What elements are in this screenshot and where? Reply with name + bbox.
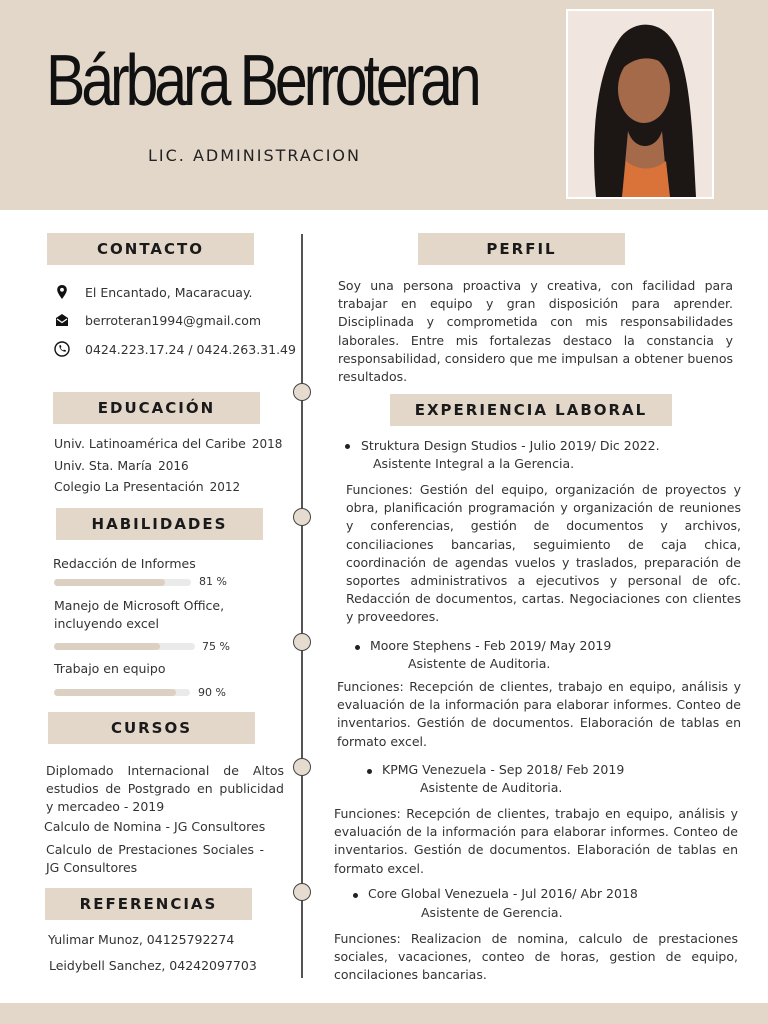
referencias-heading: REFERENCIAS bbox=[45, 888, 252, 920]
skill-label: Redacción de Informes bbox=[53, 556, 196, 571]
habilidades-heading: HABILIDADES bbox=[56, 508, 263, 540]
reference-item: Yulimar Munoz, 04125792274 bbox=[48, 932, 235, 947]
footer-band bbox=[0, 1003, 768, 1024]
experiencia-heading: EXPERIENCIA LABORAL bbox=[390, 394, 672, 426]
envelope-icon bbox=[54, 312, 70, 328]
job-company: KPMG Venezuela - Sep 2018/ Feb 2019 bbox=[382, 762, 625, 777]
profile-photo bbox=[566, 9, 714, 199]
skill-percent: 81 % bbox=[199, 575, 227, 588]
phone-icon bbox=[54, 341, 70, 357]
skill-bar-fill bbox=[54, 643, 160, 650]
course-item: Calculo de Nomina - JG Consultores bbox=[44, 819, 266, 834]
timeline-line bbox=[301, 234, 303, 978]
skill-label: Trabajo en equipo bbox=[54, 661, 166, 676]
education-item bbox=[54, 478, 240, 496]
contact-phone bbox=[54, 340, 296, 358]
perfil-text: Soy una persona proactiva y creativa, con facilidad para trabajar en equipo y gran disposición para aprender. Disciplinada y comprometida con mis responsabilidades laborales. Entre mis fortalezas destaco la constancia y responsabilidad, considero que me impulsan a obtener buenos resultados. bbox=[338, 278, 733, 385]
educacion-heading: EDUCACIÓN bbox=[53, 392, 260, 424]
job-company: Core Global Venezuela - Jul 2016/ Abr 2018 bbox=[368, 886, 638, 901]
education-year: 2018 bbox=[251, 437, 283, 451]
skill-bar bbox=[54, 579, 191, 586]
bullet bbox=[355, 645, 360, 650]
education-item bbox=[54, 457, 189, 475]
contact-phone-text: 0424.223.17.24 / 0424.263.31.49 bbox=[85, 341, 296, 357]
reference-item: Leidybell Sanchez, 04242097703 bbox=[49, 958, 257, 973]
location-pin-icon bbox=[54, 284, 70, 300]
job-role: Asistente de Auditoria. bbox=[420, 780, 563, 795]
job-role: Asistente de Gerencia. bbox=[421, 905, 563, 920]
skill-label: Manejo de Microsoft Office, bbox=[54, 598, 225, 613]
candidate-name: Bárbara Berroteran bbox=[46, 41, 478, 121]
cursos-heading: CURSOS bbox=[48, 712, 255, 744]
contact-email bbox=[54, 311, 261, 329]
job-functions: Funciones: Recepción de clientes, trabajo en equipo, análisis y evaluación de la información para elaborar informes. Conteo de inventarios. Gestión de documentos. Elaboración de tablas en formato excel. bbox=[337, 679, 741, 749]
job-role: Asistente de Auditoria. bbox=[408, 656, 551, 671]
contact-address-text: El Encantado, Macaracuay. bbox=[85, 284, 253, 300]
perfil-heading: PERFIL bbox=[418, 233, 625, 265]
timeline-dot bbox=[293, 508, 311, 526]
skill-bar bbox=[54, 689, 190, 696]
bullet bbox=[345, 444, 350, 449]
timeline-dot bbox=[293, 758, 311, 776]
course-item: Calculo de Prestaciones Sociales - JG Consultores bbox=[46, 842, 264, 876]
contacto-heading: CONTACTO bbox=[47, 233, 254, 265]
skill-bar-fill bbox=[54, 579, 165, 586]
timeline-dot bbox=[293, 883, 311, 901]
skill-label: incluyendo excel bbox=[54, 616, 159, 631]
education-school: Univ. Latinoamérica del Caribe bbox=[54, 436, 246, 451]
job-company: Moore Stephens - Feb 2019/ May 2019 bbox=[370, 638, 612, 653]
candidate-title: LIC. ADMINISTRACION bbox=[148, 146, 361, 165]
skill-percent: 75 % bbox=[202, 640, 230, 653]
contact-address bbox=[54, 283, 253, 301]
timeline-dot bbox=[293, 633, 311, 651]
skill-bar-fill bbox=[54, 689, 176, 696]
bullet bbox=[353, 893, 358, 898]
timeline-dot bbox=[293, 383, 311, 401]
bullet bbox=[367, 769, 372, 774]
job-role: Asistente Integral a la Gerencia. bbox=[373, 456, 575, 471]
education-year: 2012 bbox=[209, 480, 241, 494]
education-item bbox=[54, 435, 282, 453]
job-functions: Funciones: Recepción de clientes, trabajo en equipo, análisis y evaluación de la información para elaborar informes. Conteo de inventarios. Gestión de documentos. Elaboración de tablas en formato excel. bbox=[334, 806, 738, 876]
education-school: Univ. Sta. María bbox=[54, 458, 153, 473]
job-functions: Funciones: Realizacion de nomina, calculo de prestaciones sociales, vacaciones, conteo de horas, gestion de equipo, concilaciones bancarias. bbox=[334, 931, 738, 983]
job-company: Struktura Design Studios - Julio 2019/ Dic 2022. bbox=[361, 438, 660, 453]
contact-email-text[interactable]: berroteran1994@gmail.com bbox=[85, 312, 262, 328]
skill-percent: 90 % bbox=[198, 686, 226, 699]
job-functions: Funciones: Gestión del equipo, organización de proyectos y obra, planificación programación y organización de reuniones y conferencias, gestión de documentos y archivos, conciliaciones bancarias, seguimiento de caja chica, coordinación de agendas vuelos y traslados, preparación de soportes administrativos a ejecutivos y personal de ofc. Redacción de documentos, cartas. Negociaciones con clientes y proveedores. bbox=[346, 482, 741, 625]
education-school: Colegio La Presentación bbox=[54, 479, 204, 494]
skill-bar bbox=[54, 643, 195, 650]
course-item: Diplomado Internacional de Altos estudios de Postgrado en publicidad y mercadeo - 2019 bbox=[46, 763, 284, 815]
education-year: 2016 bbox=[158, 459, 189, 473]
